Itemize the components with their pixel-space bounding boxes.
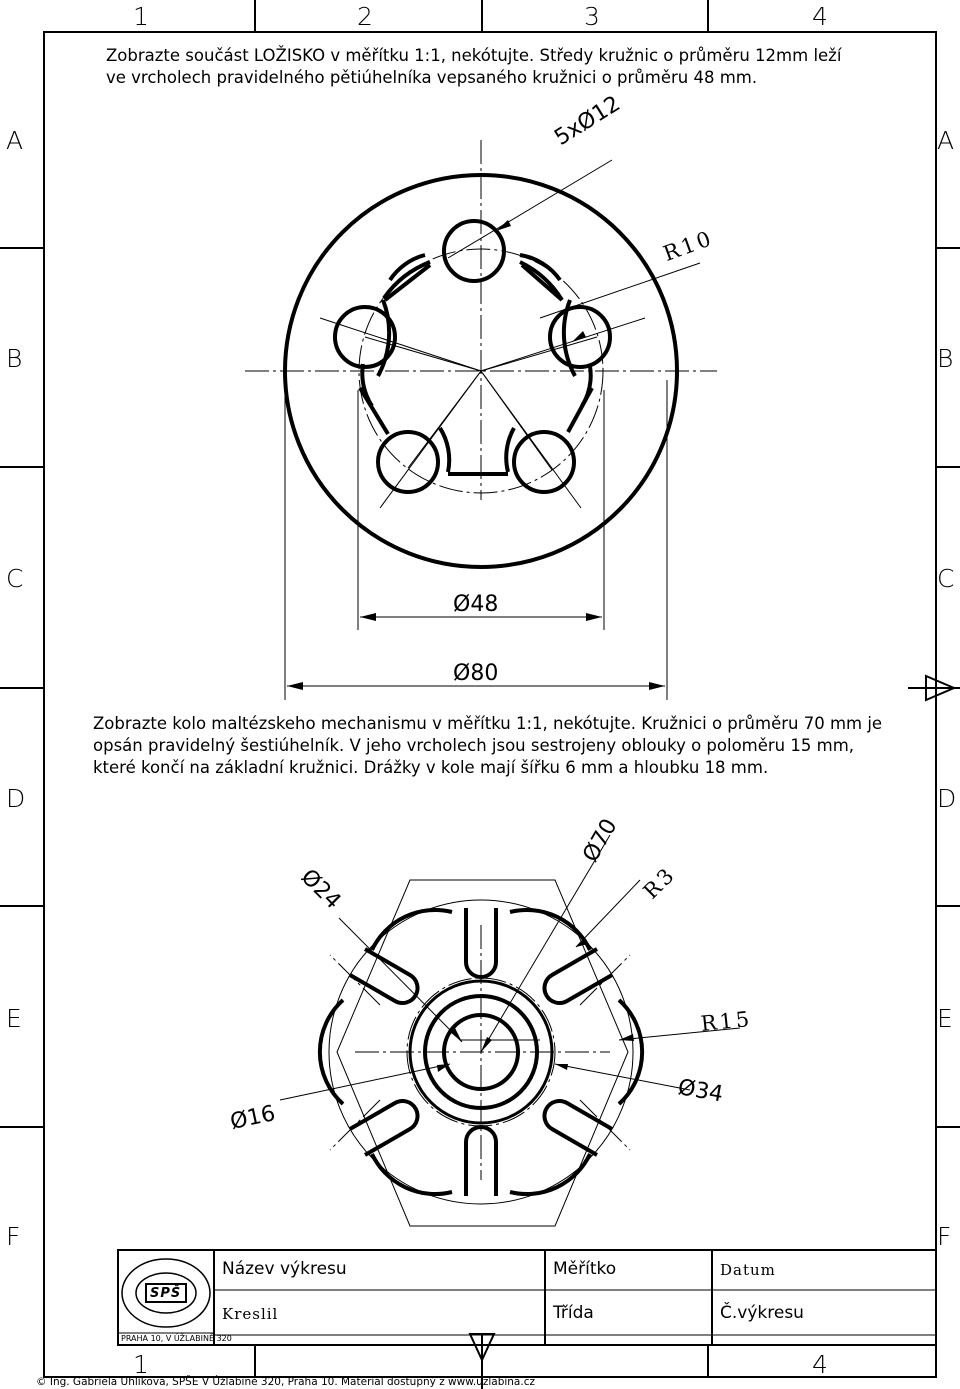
row-label-c-right: C: [937, 564, 955, 593]
footer-copyright: [36, 1376, 535, 1388]
dim-diameter-16: Ø16: [228, 1101, 278, 1135]
column-label-1: 1: [133, 2, 149, 31]
dim-diameter-70: Ø70: [578, 814, 623, 867]
dim-radius-r15: R15: [699, 1006, 754, 1036]
row-label-c-left: C: [6, 564, 24, 593]
copyright-icon: ©: [36, 1376, 47, 1388]
hexagon: [337, 880, 628, 1226]
row-label-e-left: E: [6, 1004, 22, 1033]
dim-diameter-24: Ø24: [295, 864, 346, 915]
column-label-4-bottom: 4: [812, 1350, 828, 1379]
title-block-date: Datum: [720, 1261, 776, 1279]
row-label-f-right: F: [937, 1222, 952, 1251]
task2-line2: opsán pravidelný šestiúhelník. V jeho vrcholech jsou sestrojeny oblouky o poloměru 15 mm,: [93, 736, 855, 755]
row-label-a-left: A: [6, 126, 24, 155]
sheet-frame: [44, 32, 936, 1377]
row-label-e-right: E: [937, 1004, 953, 1033]
dim-diameter-34: Ø34: [676, 1075, 725, 1108]
task2-line3: které končí na základní kružnici. Drážky v kole mají šířku 6 mm a hloubku 18 mm.: [93, 758, 769, 777]
title-block-scale: Měřítko: [553, 1259, 617, 1279]
column-label-1-bottom: 1: [133, 1350, 149, 1379]
row-label-a-right: A: [937, 126, 955, 155]
dim-radius-r10: R10: [660, 225, 717, 266]
hole-top: [444, 221, 504, 281]
task1-line2: ve vrcholech pravidelného pětiúhelníka vepsaného kružnici o průměru 48 mm.: [106, 68, 758, 87]
row-label-b-right: B: [937, 344, 954, 373]
row-label-b-left: B: [6, 344, 23, 373]
dim-diameter-80: Ø80: [453, 661, 499, 686]
footer-text: Ing. Gabriela Uhlíková, SPŠE V Úžlabině 320, Praha 10. Materiál dostupný z www.uzlabina.cz: [49, 1376, 535, 1388]
dim-holes-5x12: 5xØ12: [550, 91, 625, 151]
title-block-drawing-number: Č.výkresu: [720, 1303, 804, 1323]
dim-radius-r3: R3: [638, 861, 681, 904]
hole-bottom-left: [378, 432, 438, 492]
centering-mark-right: [908, 676, 960, 700]
title-block-drawn-by: Kreslil: [222, 1305, 279, 1323]
title-block-drawing-name: Název výkresu: [222, 1259, 347, 1279]
dim-diameter-48: Ø48: [453, 592, 499, 617]
stamp-logo-text: SPŠ: [150, 1286, 182, 1301]
row-label-d-right: D: [937, 784, 957, 813]
task1-line1: Zobrazte součást LOŽISKO v měřítku 1:1, nekótujte. Středy kružnic o průměru 12mm leží: [106, 46, 842, 65]
row-label-f-left: F: [6, 1222, 21, 1251]
task2-line1: Zobrazte kolo maltézskeho mechanismu v měřítku 1:1, nekótujte. Kružnici o průměru 70 mm je: [93, 714, 883, 733]
row-label-d-left: D: [6, 784, 26, 813]
column-label-2: 2: [357, 2, 373, 31]
hole-bottom-right: [514, 432, 574, 492]
title-block-class: Třída: [553, 1303, 594, 1323]
column-label-4: 4: [812, 2, 828, 31]
stamp-address: PRAHA 10, V ÚŽLABINĚ 320: [121, 1334, 232, 1343]
column-label-3: 3: [584, 2, 600, 31]
maltese-wheel-drawing: [280, 835, 740, 1226]
